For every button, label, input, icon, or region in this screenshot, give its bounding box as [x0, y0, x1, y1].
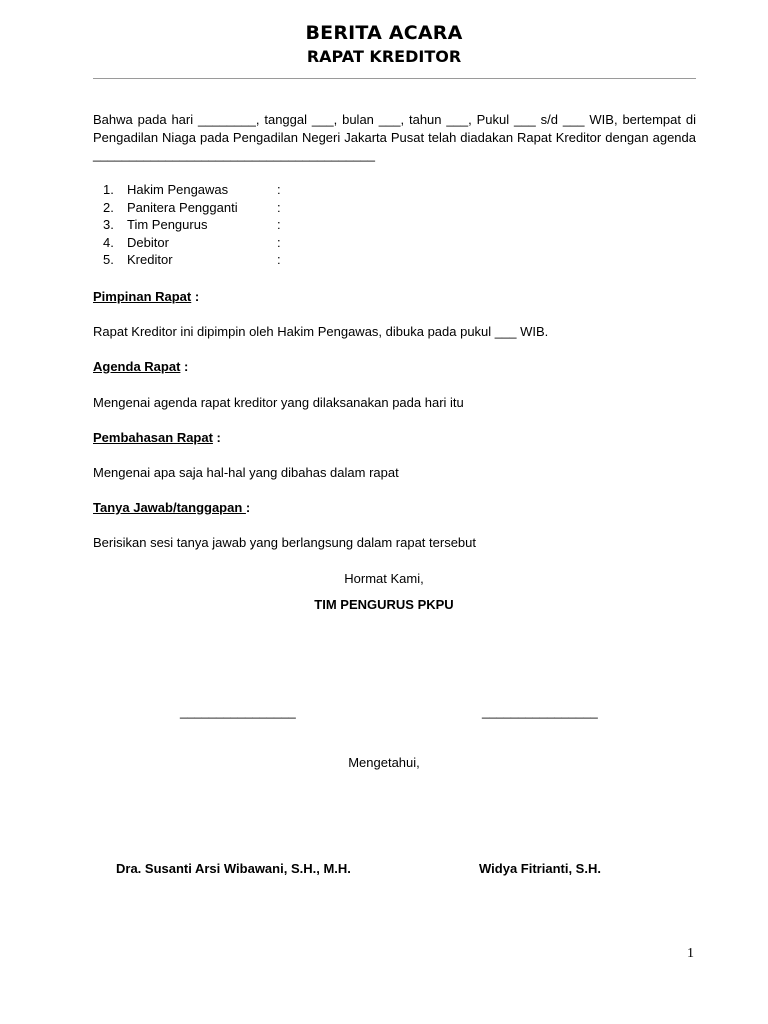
agenda-text: Mengenai agenda rapat kreditor yang dilaksanakan pada hari itu [93, 395, 464, 410]
list-label: Hakim Pengawas [127, 182, 229, 197]
list-number: 4. [103, 234, 114, 250]
intro-paragraph: Bahwa pada hari ________, tanggal ___, bulan ___, tahun ___, Pukul ___ s/d ___ WIB, bertempat di Pengadilan Niaga pada Pengadilan Negeri Jakarta Pusat telah diadakan Rapat Kreditor dengan agenda _______________________________________ [93, 112, 696, 162]
page-number: 1 [687, 946, 694, 961]
pimpinan-text: Rapat Kreditor ini dipimpin oleh Hakim Pengawas, dibuka pada pukul ___ WIB. [93, 324, 549, 339]
pembahasan-heading: Pembahasan Rapat : [93, 430, 221, 445]
list-colon: : [277, 234, 281, 250]
list-number: 2. [103, 199, 114, 215]
agenda-heading: Agenda Rapat : [93, 359, 189, 374]
list-number: 1. [103, 182, 114, 197]
list-label: Debitor [127, 234, 169, 250]
list-colon: : [277, 217, 281, 232]
list-colon: : [277, 252, 281, 267]
list-colon: : [277, 199, 281, 215]
list-item [103, 181, 281, 199]
document-subtitle: RAPAT KREDITOR [306, 47, 462, 66]
closing-greeting: Hormat Kami, [344, 571, 424, 586]
team-name: TIM PENGURUS PKPU [314, 597, 454, 612]
title-divider [93, 78, 696, 79]
attendee-list [103, 181, 281, 269]
signatory-left: Dra. Susanti Arsi Wibawani, S.H., M.H. [116, 861, 351, 876]
list-colon: : [277, 182, 281, 197]
list-number: 3. [103, 217, 114, 232]
pimpinan-heading: Pimpinan Rapat : [93, 289, 200, 304]
list-item [103, 216, 281, 234]
tanya-jawab-heading: Tanya Jawab/tanggapan : [93, 500, 251, 515]
list-label: Tim Pengurus [127, 217, 208, 232]
list-item [103, 199, 281, 217]
tanya-jawab-text: Berisikan sesi tanya jawab yang berlangsung dalam rapat tersebut [93, 535, 477, 550]
list-number: 5. [103, 252, 114, 267]
pembahasan-text: Mengenai apa saja hal-hal yang dibahas dalam rapat [93, 465, 399, 480]
signature-line-right: ________________ [482, 704, 598, 719]
list-item [103, 251, 281, 269]
signatory-right: Widya Fitrianti, S.H. [479, 861, 601, 876]
list-label: Panitera Pengganti [127, 199, 238, 215]
list-item [103, 234, 281, 252]
list-label: Kreditor [127, 252, 173, 267]
document-title: BERITA ACARA [305, 22, 463, 44]
signature-line-left: ________________ [180, 704, 296, 719]
acknowledge-label: Mengetahui, [348, 755, 420, 770]
